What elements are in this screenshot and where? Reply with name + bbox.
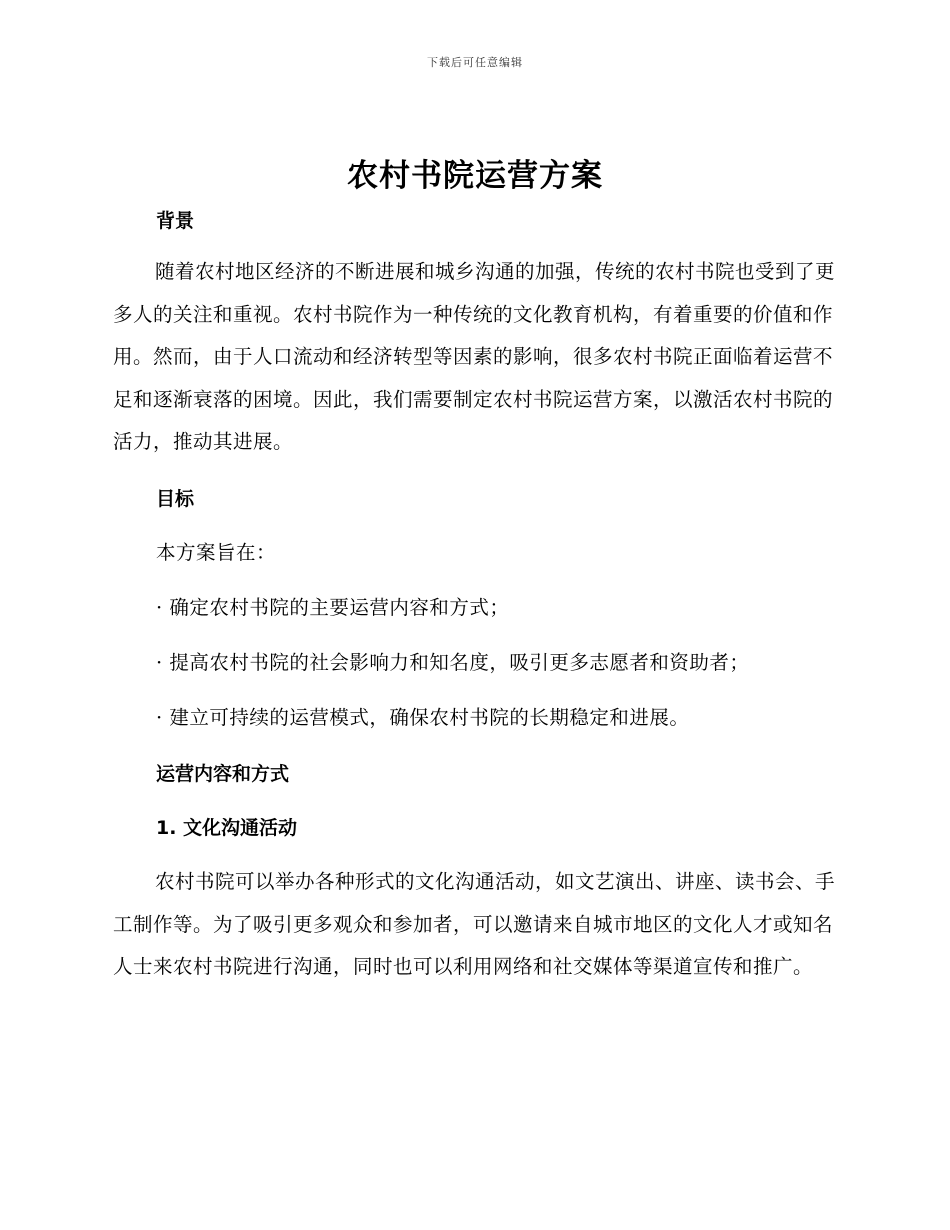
goal-item: · 提高农村书院的社会影响力和知名度，吸引更多志愿者和资助者； (156, 651, 750, 674)
goals-intro: 本方案旨在： (156, 541, 277, 564)
document-title: 农村书院运营方案 (347, 158, 603, 194)
section-heading-goals: 目标 (156, 488, 195, 510)
section-heading-operations: 运营内容和方式 (156, 763, 290, 785)
goal-item: · 确定农村书院的主要运营内容和方式； (156, 596, 510, 619)
cultural-exchange-paragraph: 农村书院可以举办各种形式的文化沟通活动，如文艺演出、讲座、读书会、手工制作等。为了吸引更多观众和参加者，可以邀请来自城市地区的文化人才或知名人士来农村书院进行沟通，同时也可以利用网络和社交媒体等渠道宣传和推广。 (113, 870, 836, 978)
background-paragraph: 随着农村地区经济的不断进展和城乡沟通的加强，传统的农村书院也受到了更多人的关注和重视。农村书院作为一种传统的文化教育机构，有着重要的价值和作用。然而，由于人口流动和经济转型等因素的影响，很多农村书院正面临着运营不足和逐渐衰落的困境。因此，我们需要制定农村书院运营方案，以激活农村书院的活力，推动其进展。 (113, 260, 836, 453)
goal-item: · 建立可持续的运营模式，确保农村书院的长期稳定和进展。 (156, 706, 690, 729)
subsection-heading-cultural-exchange: 1. 文化沟通活动 (156, 817, 298, 839)
section-heading-background: 背景 (156, 210, 195, 232)
header-note: 下载后可任意编辑 (427, 56, 523, 69)
